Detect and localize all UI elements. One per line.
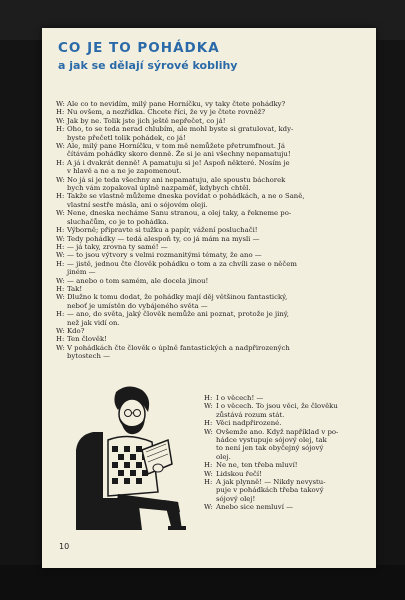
speaker-label: [56, 201, 67, 209]
speaker-label: H:: [56, 284, 65, 293]
speaker-label: W:: [56, 142, 65, 151]
dialogue-text: A já i dvakrát denně! A pamatuju si je! Aspoň některé. Nosím je: [67, 158, 290, 167]
dialogue-line: [42, 243, 362, 251]
dialogue-text: Ale co to nevidím, milý pane Horníčku, vy taky čtete pohádky?: [67, 100, 286, 108]
speaker-label: W:: [204, 427, 213, 436]
dialogue-text: neboť je umístěn do vybájeného světa —: [67, 301, 208, 310]
dialogue-line: [42, 251, 362, 259]
dialogue-line: [204, 444, 366, 452]
dialogue-text: Lidskou řečí!: [216, 469, 262, 478]
dialogue-right-column: [204, 394, 366, 512]
dialogue-text: Ale, milý pane Horníčku, v tom mě nemůžete přetrumfnout. Já: [67, 142, 286, 151]
speaker-label: W:: [56, 116, 65, 125]
dialogue-line: [42, 134, 362, 142]
speaker-label: H:: [204, 478, 213, 487]
dialogue-line: [204, 461, 366, 469]
dialogue-text: byste přečetl tolik pohádek, co já!: [67, 133, 186, 142]
dialogue-text: bych vám zopakoval úplně nazpaměť, kdybych chtěl.: [67, 184, 251, 193]
speaker-label: [56, 150, 67, 158]
dialogue-line: [42, 310, 362, 318]
dialogue-line: [42, 108, 362, 116]
speaker-label: [204, 453, 216, 461]
dialogue-text: Takže se vlastně můžeme dneska povídat o pohádkách, a ne o Saně,: [67, 192, 305, 201]
dialogue-line: [204, 470, 366, 478]
dialogue-text: — to jsou výtvory s velmi rozmanitými tématy, že ano —: [67, 251, 262, 260]
speaker-label: [56, 302, 67, 310]
dialogue-line: [42, 192, 362, 200]
speaker-label: H:: [204, 394, 213, 402]
dialogue-line: [42, 335, 362, 343]
dialogue-line: [42, 117, 362, 125]
dialogue-text: zůstává rozum stát.: [216, 410, 285, 419]
speaker-label: W:: [56, 293, 65, 302]
speaker-label: W:: [204, 503, 213, 512]
dialogue-line: [42, 327, 362, 335]
dialogue-text: Nene, dneska necháme Sanu stranou, a olej taky, a řekneme po-: [67, 209, 292, 218]
dialogue-line: [42, 302, 362, 310]
dialogue-text: vlastní sestře másla, ani o sójovém oleji.: [67, 200, 208, 209]
speaker-label: [56, 218, 67, 226]
speaker-label: [204, 495, 216, 503]
speaker-label: H:: [56, 335, 65, 344]
dialogue-text: hádce vystupuje sójový olej, tak: [216, 436, 327, 445]
dialogue-text: to není jen tak obyčejný sójový: [216, 444, 324, 453]
dialogue-line: [42, 167, 362, 175]
dialogue-text: Tedy pohádky — tedá alespoň ty, co já mám na mysli —: [67, 234, 260, 243]
speaker-label: W:: [56, 234, 65, 243]
speaker-label: H:: [56, 158, 65, 167]
speaker-label: W:: [56, 276, 65, 285]
speaker-label: H:: [56, 310, 65, 319]
booklet-page: [42, 28, 376, 568]
speaker-label: W:: [204, 402, 213, 411]
reading-man-illustration: [68, 380, 188, 530]
speaker-label: W:: [56, 175, 65, 184]
speaker-label: H:: [204, 461, 213, 470]
dialogue-text: jiném —: [67, 268, 96, 277]
speaker-label: H:: [204, 419, 213, 428]
dialogue-text: Oho, to se teda nerad chlubím, ale mohl byste si gratulovat, kdy-: [67, 125, 294, 134]
dialogue-text: No já si je teda všechny ani nepamatuju, ale spoustu báchorek: [67, 175, 286, 184]
dialogue-line: [42, 344, 362, 352]
page-title: CO JE TO POHÁDKA: [58, 40, 220, 56]
speaker-label: [204, 436, 216, 444]
dialogue-line: [204, 419, 366, 427]
dialogue-line: [204, 453, 366, 461]
dialogue-text: Ten člověk!: [67, 335, 107, 344]
dialogue-text: v hlavě a ne a ne je zapomenout.: [67, 167, 182, 176]
speaker-label: [56, 134, 67, 142]
speaker-label: H:: [56, 125, 65, 134]
dialogue-text: Nu ovšem, a nezřídka. Chcete říci, že vy je čtete rovněž?: [67, 108, 266, 117]
dialogue-text: puje v pohádkách třeba takový: [216, 486, 324, 495]
dialogue-text: I o věcech! —: [216, 394, 264, 402]
dialogue-line: [204, 436, 366, 444]
dialogue-text: Anebo sice nemluví —: [216, 503, 293, 512]
speaker-label: H:: [56, 192, 65, 201]
dialogue-text: A jak plynně! — Nikdy nevystu-: [216, 478, 326, 487]
dialogue-line: [42, 209, 362, 217]
dialogue-line: [204, 478, 366, 486]
dialogue-text: Kdo?: [67, 326, 85, 335]
speaker-label: W:: [204, 469, 213, 478]
dialogue-text: — ano, do světa, jaký člověk nemůže ani poznat, protože je jiný,: [67, 310, 289, 319]
dialogue-line: [204, 486, 366, 494]
speaker-label: [204, 411, 216, 419]
dialogue-text: Ovšemže ano. Když například v po-: [216, 427, 339, 436]
speaker-label: W:: [56, 209, 65, 218]
dialogue-text: bytostech —: [67, 352, 110, 361]
dialogue-main: [42, 100, 376, 361]
dialogue-line: [204, 428, 366, 436]
dialogue-line: [42, 293, 362, 301]
dialogue-text: Dlužno k tomu dodat, že pohádky mají děj většinou fantastický,: [67, 293, 288, 302]
dialogue-line: [42, 176, 362, 184]
speaker-label: H:: [56, 259, 65, 268]
speaker-label: W:: [56, 343, 65, 352]
dialogue-text: Výborně; připravte si tužku a papír, vážení posluchači!: [67, 226, 258, 235]
dialogue-line: [204, 503, 366, 511]
speaker-label: [56, 268, 67, 276]
dialogue-text: V pohádkách čte člověk o úplně fantastických a nadpřirozených: [67, 343, 290, 352]
speaker-label: [56, 167, 67, 175]
speaker-label: H:: [56, 226, 65, 235]
speaker-label: W:: [56, 100, 65, 108]
dialogue-line: [42, 268, 362, 276]
background-bottom: [0, 565, 405, 600]
speaker-label: [204, 444, 216, 452]
dialogue-line: [42, 125, 362, 133]
speaker-label: [56, 184, 67, 192]
speaker-label: W:: [56, 251, 65, 260]
page-number: 10: [59, 542, 70, 551]
dialogue-line: [42, 159, 362, 167]
dialogue-text: Tak!: [67, 284, 83, 293]
dialogue-text: Jak by ne. Tolik jste jich ještě nepřečet, co já!: [67, 116, 226, 125]
dialogue-line: [42, 319, 362, 327]
dialogue-text: než jak vidí on.: [67, 318, 120, 327]
dialogue-line: [204, 394, 366, 402]
dialogue-line: [204, 495, 366, 503]
dialogue-line: [42, 201, 362, 209]
dialogue-line: [204, 402, 366, 410]
speaker-label: [56, 319, 67, 327]
dialogue-text: Ne ne, ten třeba mluví!: [216, 461, 298, 470]
dialogue-line: [42, 352, 362, 360]
dialogue-line: [42, 235, 362, 243]
dialogue-line: [42, 150, 362, 158]
speaker-label: [56, 352, 67, 360]
page-subtitle: a jak se dělají sýrové koblihy: [58, 59, 238, 72]
dialogue-line: [42, 277, 362, 285]
dialogue-line: [42, 218, 362, 226]
dialogue-text: — já taky, zrovna ty samé! —: [67, 242, 168, 251]
speaker-label: W:: [56, 326, 65, 335]
dialogue-text: Věci nadpřirozené.: [216, 419, 282, 428]
dialogue-text: olej.: [216, 452, 231, 461]
dialogue-line: [204, 411, 366, 419]
dialogue-text: — anebo o tom samém, ale docela jinou!: [67, 276, 209, 285]
dialogue-text: čítávám pohádky skoro denně. Že si je ani všechny nepamatuju!: [67, 150, 291, 159]
dialogue-line: [42, 260, 362, 268]
dialogue-text: sluchačům, co je to pohádka.: [67, 217, 169, 226]
dialogue-text: I o věcech. To jsou věci, že člověku: [216, 402, 338, 411]
dialogue-text: sójový olej!: [216, 494, 256, 503]
speaker-label: H:: [56, 108, 65, 117]
dialogue-line: [42, 226, 362, 234]
speaker-label: [204, 486, 216, 494]
dialogue-text: — jistě, jednou čte člověk pohádku o tom a za chvíli zase o něčem: [67, 259, 297, 268]
speaker-label: H:: [56, 242, 65, 251]
